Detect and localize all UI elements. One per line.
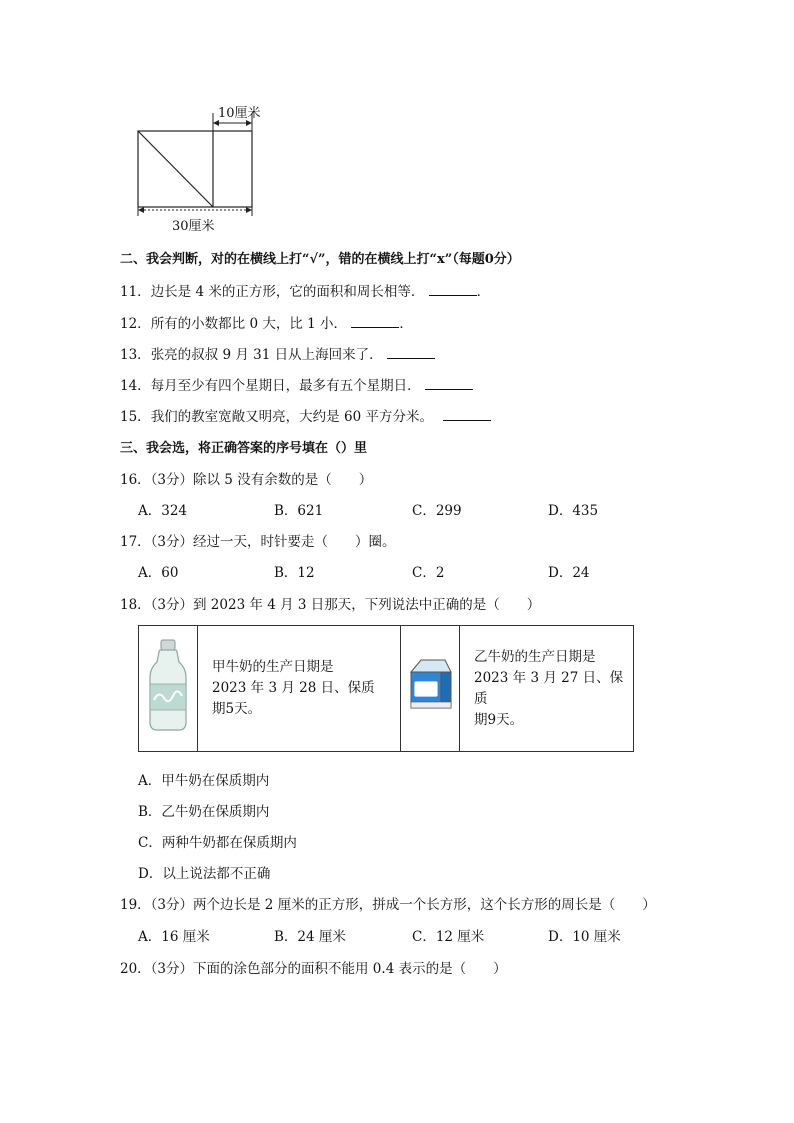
question-11 — [120, 280, 490, 300]
question-18-stem: 18．（3分）到 2023 年 4 月 3 日那天，下列说法中正确的是（ ） — [120, 597, 541, 613]
q12-tail: ． — [399, 316, 413, 332]
question-17-stem: 17．（3分）经过一天，时针要走（ ）圈。 — [120, 534, 396, 550]
q17-option-b[interactable]: B．12 — [274, 565, 315, 581]
q16-option-a[interactable]: A．324 — [138, 503, 188, 519]
answer-blank-12[interactable] — [351, 314, 399, 328]
question-15 — [120, 405, 491, 425]
milk-a-line2: 2023 年 3 月 28 日、保质 — [212, 680, 375, 696]
q18-option-a[interactable]: A．甲牛奶在保质期内 — [138, 773, 270, 789]
question-20-stem: 20．（3分）下面的涂色部分的面积不能用 0.4 表示的是（ ） — [120, 961, 507, 977]
section2-heading: 二、我会判断，对的在横线上打“√”，错的在横线上打“x”（每题0分） — [120, 252, 520, 267]
figure-top-label: 10厘米 — [218, 106, 261, 121]
q18-option-c[interactable]: C．两种牛奶都在保质期内 — [138, 835, 297, 851]
q13-text: 张亮的叔叔 9 月 31 日从上海回来了． — [150, 347, 383, 363]
q19-option-b[interactable]: B．24 厘米 — [274, 929, 346, 945]
question-16-stem: 16．（3分）除以 5 没有余数的是（ ） — [120, 472, 373, 488]
q19-option-a[interactable]: A．16 厘米 — [138, 929, 210, 945]
question-13 — [120, 343, 435, 363]
milk-a-line1: 甲牛奶的生产日期是 — [212, 659, 334, 675]
answer-blank-14[interactable] — [425, 376, 473, 390]
q11-num: 11． — [120, 284, 151, 300]
q16-option-d[interactable]: D．435 — [548, 503, 599, 519]
q15-num: 15． — [120, 409, 151, 425]
answer-blank-11[interactable] — [429, 282, 477, 296]
milk-a-line3: 期5天。 — [212, 701, 262, 717]
milk-b-line2: 2023 年 3 月 27 日、保质 — [474, 669, 624, 707]
q17-option-c[interactable]: C．2 — [412, 565, 445, 581]
q17-option-d[interactable]: D．24 — [548, 565, 590, 581]
milk-bottle-cell — [139, 626, 198, 752]
q12-num: 12． — [120, 316, 151, 332]
figure-bottom-label: 30厘米 — [172, 219, 215, 234]
question-19-stem: 19．（3分）两个边长是 2 厘米的正方形，拼成一个长方形，这个长方形的周长是（ ） — [120, 897, 656, 913]
milk-info-table — [138, 625, 634, 752]
q16-option-b[interactable]: B．621 — [274, 503, 324, 519]
milk-b-line1: 乙牛奶的生产日期是 — [474, 648, 596, 665]
section3-heading: 三、我会选，将正确答案的序号填在（）里 — [120, 441, 368, 456]
q18-option-b[interactable]: B．乙牛奶在保质期内 — [138, 804, 270, 820]
question-14 — [120, 374, 473, 394]
q18-option-d[interactable]: D．以上说法都不正确 — [138, 866, 271, 882]
milk-b-line3: 期9天。 — [474, 711, 524, 728]
q16-option-c[interactable]: C．299 — [412, 503, 462, 519]
q15-text: 我们的教室宽敞又明亮，大约是 60 平方分米。 — [150, 409, 433, 425]
q13-num: 13． — [120, 347, 151, 363]
milk-carton-cell — [401, 626, 460, 752]
answer-blank-13[interactable] — [387, 345, 435, 359]
q14-num: 14． — [120, 378, 151, 394]
milk-bottle-icon — [139, 626, 197, 747]
question-12 — [120, 312, 413, 332]
q17-option-a[interactable]: A．60 — [138, 565, 179, 581]
milk-b-cell — [460, 626, 634, 752]
q14-text: 每月至少有四个星期日，最多有五个星期日． — [150, 378, 421, 394]
q11-text: 边长是 4 米的正方形，它的面积和周长相等． — [150, 284, 425, 300]
q19-option-c[interactable]: C．12 厘米 — [412, 929, 485, 945]
q12-text: 所有的小数都比 0 大，比 1 小． — [150, 316, 348, 332]
answer-blank-15[interactable] — [443, 407, 491, 421]
milk-carton-icon — [401, 626, 459, 747]
milk-a-cell — [198, 626, 401, 752]
q19-option-d[interactable]: D．10 厘米 — [548, 929, 621, 945]
q11-tail: ． — [476, 284, 491, 300]
